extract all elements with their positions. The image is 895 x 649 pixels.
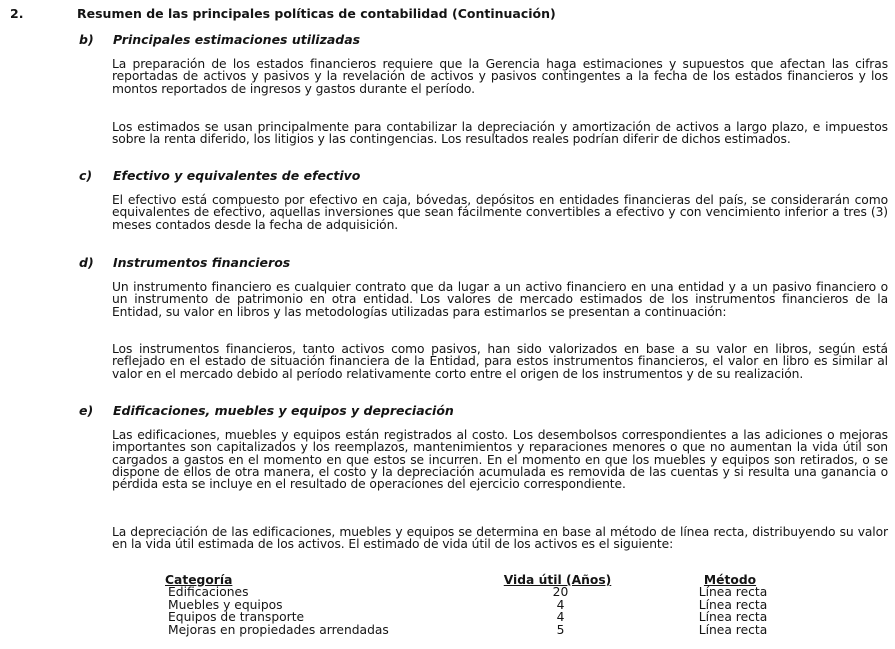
- cell-category: Edificaciones: [168, 585, 249, 600]
- cell-category: Mejoras en propiedades arrendadas: [168, 622, 389, 637]
- cell-useful-life: 20: [552, 585, 569, 600]
- cell-category: Equipos de transporte: [168, 610, 305, 625]
- column-header-useful-life: Vida útil (Años): [503, 573, 612, 587]
- section-title: Resumen de las principales políticas de contabilidad (Continuación): [77, 6, 556, 21]
- paragraph: Los estimados se usan principalmente para contabilizar la depreciación y amortización de activos a largo plazo, e impuestos sobre la renta diferido, los litigios y las contingencias. Los resultados reales podrían diferir de dichos estimados.: [112, 120, 888, 147]
- subsection-heading-d: [79, 255, 290, 270]
- subsection-letter: e): [79, 403, 94, 418]
- cell-useful-life: 5: [556, 622, 565, 637]
- subsection-letter: d): [79, 255, 94, 270]
- subsection-title: Instrumentos financieros: [113, 255, 291, 270]
- cell-useful-life: 4: [556, 597, 565, 612]
- paragraph: Un instrumento financiero es cualquier contrato que da lugar a un activo financiero en una entidad y a un pasivo financiero o un instrumento de patrimonio en otra entidad. Los valores de mercado estimados de los instrumentos financieros de la Entidad, su valor en libros y las metodologías utilizadas para estimarlos se presentan a continuación:: [112, 280, 888, 319]
- cell-useful-life: 4: [556, 610, 565, 625]
- table-row: [165, 611, 825, 623]
- cell-method: Línea recta: [698, 585, 768, 600]
- column-header-method: Método: [703, 573, 757, 587]
- subsection-letter: c): [79, 168, 93, 183]
- paragraph: El efectivo está compuesto por efectivo en caja, bóvedas, depósitos en entidades financieras del país, se considerarán como equivalentes de efectivo, aquellas inversiones que sean fácilmente convertibles a efectivo y con vencimiento inferior a tres (3) meses contados desde la fecha de adquisición.: [112, 193, 888, 232]
- table-row: [165, 624, 825, 636]
- subsection-title: Efectivo y equivalentes de efectivo: [113, 168, 361, 183]
- cell-category: Muebles y equipos: [168, 597, 283, 612]
- subsection-heading-b: [79, 32, 360, 47]
- cell-method: Línea recta: [698, 610, 768, 625]
- paragraph: La preparación de los estados financieros requiere que la Gerencia haga estimaciones y supuestos que afectan las cifras reportadas de activos y pasivos y la revelación de activos y pasivos contingentes a la fecha de los estados financieros y los montos reportados de ingresos y gastos durante el período.: [112, 57, 888, 96]
- subsection-letter: b): [79, 32, 94, 47]
- cell-method: Línea recta: [698, 622, 768, 637]
- useful-life-table: [165, 574, 825, 636]
- subsection-heading-e: [79, 403, 454, 418]
- paragraph: Las edificaciones, muebles y equipos están registrados al costo. Los desembolsos correspondientes a las adiciones o mejoras importantes son capitalizados y los reemplazos, mantenimientos y reparaciones menores o que no aumentan la vida útil son cargados a gastos en el momento en que estos se incurren. En el momento en que los muebles y equipos son retirados, o se dispone de ellos de otra manera, el costo y la depreciación acumulada es removida de las cuentas y si resulta una ganancia o pérdida esta se incluye en el resultado de operaciones del ejercicio correspondiente.: [112, 428, 888, 492]
- subsection-title: Edificaciones, muebles y equipos y depreciación: [113, 403, 454, 418]
- section-number: 2.: [10, 6, 24, 21]
- cell-method: Línea recta: [698, 597, 768, 612]
- section-heading: [10, 6, 556, 21]
- paragraph: La depreciación de las edificaciones, muebles y equipos se determina en base al método de línea recta, distribuyendo su valor en la vida útil estimada de los activos. El estimado de vida útil de los activos es el siguiente:: [112, 525, 888, 552]
- subsection-heading-c: [79, 168, 360, 183]
- table-row: [165, 586, 825, 598]
- paragraph: Los instrumentos financieros, tanto activos como pasivos, han sido valorizados en base a su valor en libros, según está reflejado en el estado de situación financiera de la Entidad, para estos instrumentos financieros, el valor en libro es similar al valor en el mercado debido al período relativamente corto entre el origen de los instrumentos y de su realización.: [112, 342, 888, 381]
- subsection-title: Principales estimaciones utilizadas: [113, 32, 361, 47]
- column-header-category: Categoría: [165, 573, 233, 587]
